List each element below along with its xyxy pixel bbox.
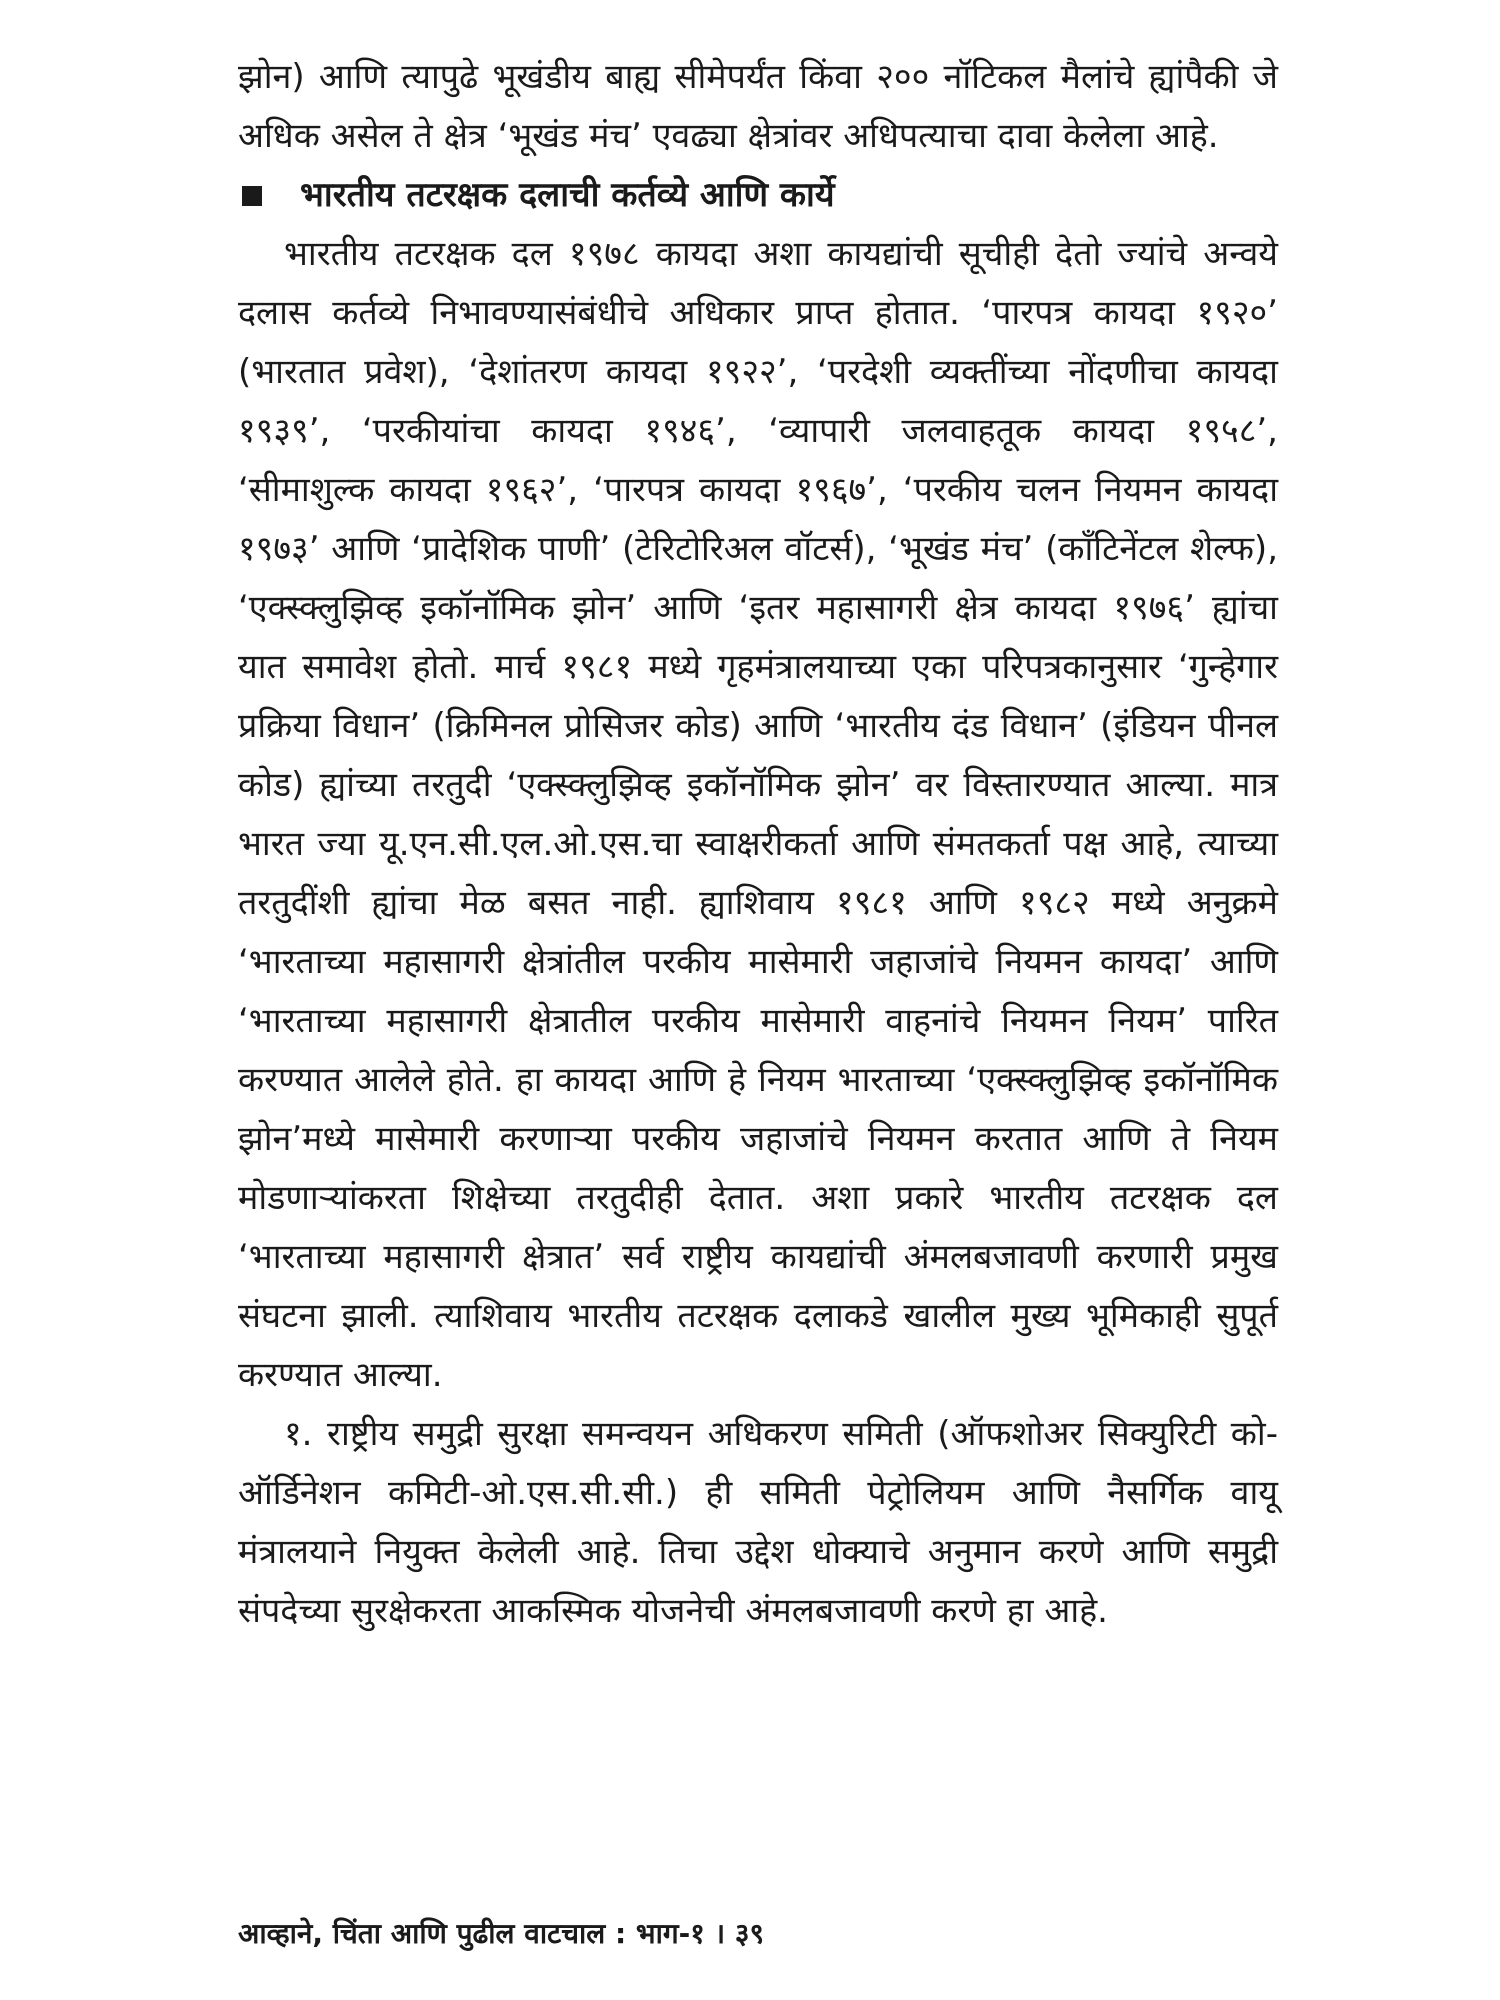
page-body xyxy=(238,48,1278,1641)
footer-separator: । xyxy=(714,1917,726,1950)
section-heading xyxy=(238,166,1278,225)
body-paragraph-2: १. राष्ट्रीय समुद्री सुरक्षा समन्वयन अधिकरण समिती (ऑफशोअर सिक्युरिटी को-ऑर्डिनेशन कमिटी-ओ.एस.सी.सी.) ही समिती पेट्रोलियम आणि नैसर्गिक वायू मंत्रालयाने नियुक्त केलेली आहे. तिचा उद्देश धोक्याचे अनुमान करणे आणि समुद्री संपदेच्या सुरक्षेकरता आकस्मिक योजनेची अंमलबजावणी करणे हा आहे. xyxy=(238,1414,1278,1631)
page-footer xyxy=(238,1914,764,1954)
square-bullet-icon xyxy=(242,186,262,206)
footer-book-title: आव्हाने, चिंता आणि पुढील वाटचाल : भाग-१ xyxy=(238,1917,705,1950)
continuation-paragraph: झोन) आणि त्यापुढे भूखंडीय बाह्य सीमेपर्यंत किंवा २०० नॉटिकल मैलांचे ह्यांपैकी जे अधिक असेल ते क्षेत्र ‘भूखंड मंच’ एवढ्या क्षेत्रांवर अधिपत्याचा दावा केलेला आहे. xyxy=(238,57,1278,156)
body-paragraph-1: भारतीय तटरक्षक दल १९७८ कायदा अशा कायद्यांची सूचीही देतो ज्यांचे अन्वये दलास कर्तव्ये निभावण्यासंबंधीचे अधिकार प्राप्त होतात. ‘पारपत्र कायदा १९२०’ (भारतात प्रवेश), ‘देशांतरण कायदा १९२२’, ‘परदेशी व्यक्तींच्या नोंदणीचा कायदा १९३९’, ‘परकीयांचा कायदा १९४६’, ‘व्यापारी जलवाहतूक कायदा १९५८’, ‘सीमाशुल्क कायदा १९६२’, ‘पारपत्र कायदा १९६७’, ‘परकीय चलन नियमन कायदा १९७३’ आणि ‘प्रादेशिक पाणी’ (टेरिटोरिअल वॉटर्स), ‘भूखंड मंच’ (कॉंटिनेंटल शेल्फ), ‘एक्स्क्लुझिव्ह इकॉनॉमिक झोन’ आणि ‘इतर महासागरी क्षेत्र कायदा १९७६’ ह्यांचा यात समावेश होतो. मार्च १९८१ मध्ये गृहमंत्रालयाच्या एका परिपत्रकानुसार ‘गुन्हेगार प्रक्रिया विधान’ (क्रिमिनल प्रोसिजर कोड) आणि ‘भारतीय दंड विधान’ (इंडियन पीनल कोड) ह्यांच्या तरतुदी ‘एक्स्क्लुझिव्ह इकॉनॉमिक झोन’ वर विस्तारण्यात आल्या. मात्र भारत ज्या यू.एन.सी.एल.ओ.एस.चा स्वाक्षरीकर्ता आणि संमतकर्ता पक्ष आहे, त्याच्या तरतुदींशी ह्यांचा मेळ बसत नाही. ह्याशिवाय १९८१ आणि १९८२ मध्ये अनुक्रमे ‘भारताच्या महासागरी क्षेत्रांतील परकीय मासेमारी जहाजांचे नियमन कायदा’ आणि ‘भारताच्या महासागरी क्षेत्रातील परकीय मासेमारी वाहनांचे नियमन नियम’ पारित करण्यात आलेले होते. हा कायदा आणि हे नियम भारताच्या ‘एक्स्क्लुझिव्ह इकॉनॉमिक झोन’मध्ये मासेमारी करणाऱ्या परकीय जहाजांचे नियमन करतात आणि ते नियम मोडणाऱ्यांकरता शिक्षेच्या तरतुदीही देतात. अशा प्रकारे भारतीय तटरक्षक दल ‘भारताच्या महासागरी क्षेत्रात’ सर्व राष्ट्रीय कायद्यांची अंमलबजावणी करणारी प्रमुख संघटना झाली. त्याशिवाय भारतीय तटरक्षक दलाकडे खालील मुख्य भूमिकाही सुपूर्त करण्यात आल्या. xyxy=(238,234,1278,1395)
footer-page-number: ३९ xyxy=(734,1917,765,1950)
section-heading-text: भारतीय तटरक्षक दलाची कर्तव्ये आणि कार्ये xyxy=(300,175,835,215)
